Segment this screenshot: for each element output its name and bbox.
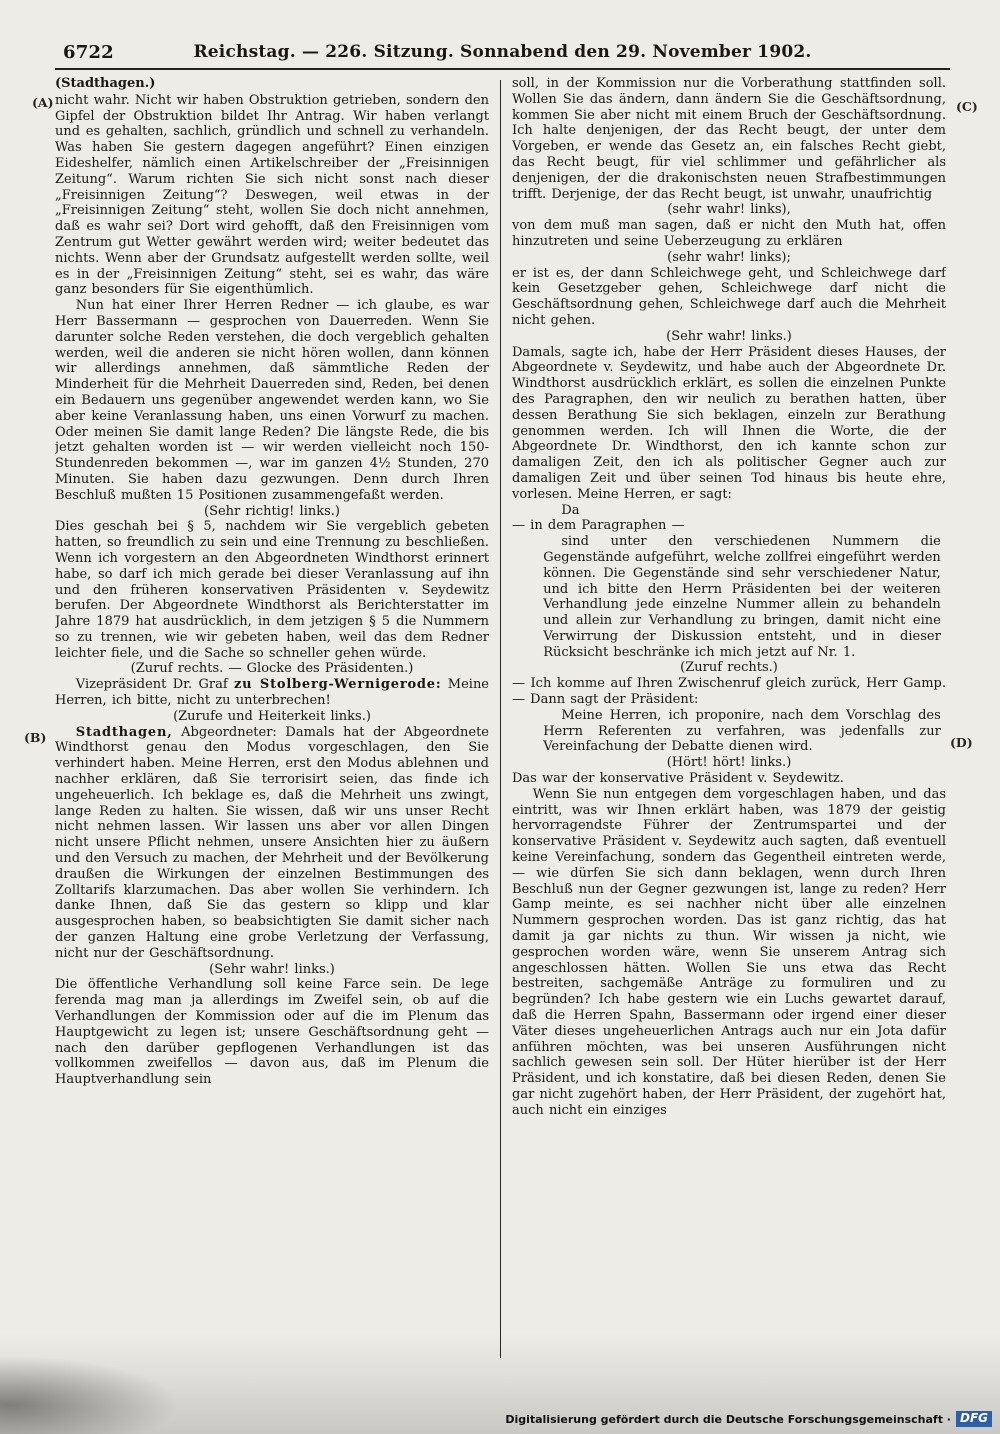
paragraph-text: soll, in der Kommission nur die Vorberathung stattfinden soll. Wollen Sie das ändern, dann ändern Sie die Geschäftsordnung, kommen Sie aber nicht mit einem Bruch der Geschäftsordnung. Ich halte denjenigen, der das Recht beugt, der unter dem Vorgeben, er wende das Gesetz an, ein falsches Recht giebt, das Recht beugt, für viel schlimmer und gefährlicher als denjenigen, der die drakonischsten neuen Strafbestimmungen trifft. Derjenige, der das Recht beugt, ist unwahr, unaufrichtig: [512, 76, 946, 202]
margin-marker-c: (C): [956, 99, 978, 114]
paragraph: [512, 76, 946, 202]
paragraph-text: Abgeordneter: Damals hat der Abgeordnete Windthorst genau den Modus vorgeschlagen, den Sie verhindert haben. Meine Herren, erst den Modus ablehnen und nachher erklären, daß Sie terrorisirt seien, das finde ich ungeheuerlich. Ich beklage es, daß die Mehrheit uns zwingt, lange Reden zu halten. Sie wissen, daß wir uns unser Recht nicht nehmen lassen. Wir lassen uns aber vor allen Dingen nicht unsere Pflicht nehmen, unsere Ansichten hier zu äußern und den Versuch zu machen, der Mehrheit und der Bevölkerung draußen die Wirkungen der einzelnen Bestimmungen des Zolltarifs klarzumachen. Das aber wollen Sie verhindern. Ich danke Ihnen, daß Sie das gestern so klipp und klar ausgesprochen haben, so beabsichtigten Sie damit sicher nach der ganzen Haltung eine grobe Verletzung der Verfassung, nicht nur der Geschäftsordnung.: [55, 724, 489, 961]
paragraph-text: (Zurufe und Heiterkeit links.): [173, 708, 371, 724]
paragraph-text: (Sehr richtig! links.): [204, 503, 340, 519]
stage-direction: [512, 660, 946, 676]
paragraph-text: Meine Herren, ich proponire, nach dem Vorschlag des Herrn Referenten zu verfahren, was jedenfalls zur Vereinfachung der Debatte dienen wird.: [543, 707, 941, 755]
stage-direction: [55, 504, 489, 520]
paragraph: [543, 708, 941, 755]
speaker-name: zu Stolberg-Wernigerode:: [234, 677, 442, 693]
paragraph-text: Die öffentliche Verhandlung soll keine Farce sein. De lege ferenda mag man ja allerdings im Zweifel sein, ob auf die Verhandlungen der Kommission oder auf die im Plenum das Hauptgewicht zu legen ist; unsere Geschäftsordnung geht — nach den darüber gepflogenen Verhandlungen ist das vollkommen zweifellos — davon aus, daß im Plenum die Hauptverhandlung sein: [55, 977, 489, 1088]
header-rule: [55, 68, 950, 70]
paragraph: [55, 677, 489, 709]
paragraph-text: Wenn Sie nun entgegen dem vorgeschlagen haben, und das eintritt, was wir Ihnen erklärt haben, was 1879 der geistig hervorragendste Führer der Zentrumspartei und der konservative Präsident v. Seydewitz auch sagten, daß eventuell keine Vereinfachung, sondern das Gegentheil eintreten werde, — wie dürfen Sie sich dann beklagen, wenn durch Ihren Beschluß nun der Gegner gezwungen ist, lange zu reden? Herr Gamp meinte, es sei nachher nicht über alle einzelnen Nummern gesprochen worden. Das ist ganz richtig, das hat damit ja gar nichts zu thun. Wir wissen ja nicht, wie gesprochen worden wäre, wenn Sie unserem Antrag sich angeschlossen hätten. Wollen Sie uns etwa das Recht bestreiten, sachgemäße Anträge zu formuliren und zu begründen? Ich habe gestern wie ein Luchs gewartet darauf, daß die Herren Spahn, Bassermann oder irgend einer dieser Väter dieses ungeheuerlichen Antrags auch nur ein Jota dafür anführen möchten, was bei unseren Ausführungen nicht sachlich gewesen sein soll. Der Hüter hierüber ist der Herr Präsident, und ich konstatire, daß bei diesen Reden, denen Sie gar nicht zugehört haben, der Herr Präsident, der zugehört hat, auch nicht ein einziges: [512, 786, 946, 1118]
left-column: [55, 76, 489, 1368]
margin-marker-a: (A): [32, 95, 54, 110]
paragraph: [512, 266, 946, 329]
text-columns: [55, 76, 947, 1368]
speaker-prefix: Vizepräsident Dr. Graf: [75, 677, 234, 693]
paragraph-text: — in dem Paragraphen —: [512, 518, 685, 534]
paragraph: [512, 787, 946, 1119]
paragraph: [55, 93, 489, 298]
paragraph-text: (Zuruf rechts. — Glocke des Präsidenten.): [130, 661, 414, 677]
paragraph-text: — Ich komme auf Ihren Zwischenruf gleich zurück, Herr Gamp. — Dann sagt der Präsident:: [512, 676, 946, 708]
stage-direction: [512, 755, 946, 771]
stage-direction: [55, 661, 489, 677]
paragraph-text: (Sehr wahr! links.): [666, 328, 792, 344]
page-number: 6722: [63, 42, 114, 63]
paragraph: [512, 518, 946, 534]
stage-direction: [55, 709, 489, 725]
paragraph-text: Damals, sagte ich, habe der Herr Präsident dieses Hauses, der Abgeordnete v. Seydewitz, und habe auch der Abgeordnete Dr. Windthorst ausdrücklich erklärt, es sollen die einzelnen Punkte des Paragraphen, den wir neulich zu berathen hatten, über dessen Berathung Sie sich beklagen, einzeln zur Berathung genommen werden. Ich will Ihnen die Worte, die der Abgeordnete Dr. Windthorst, den ich kannte schon zur damaligen Zeit, den ich als politischer Gegner auch zur damaligen Zeit und über seinen Tod hinaus bis heute ehre, vorlesen. Meine Herren, er sagt:: [512, 344, 946, 502]
stage-direction: [512, 202, 946, 218]
paragraph: [55, 977, 489, 1088]
paragraph: [512, 345, 946, 503]
paragraph-text: (Zuruf rechts.): [680, 660, 778, 676]
paragraph: [512, 218, 946, 250]
paragraph-text: Nun hat einer Ihrer Herren Redner — ich glaube, es war Herr Bassermann — gesprochen von Dauerreden. Wenn Sie darunter solche Reden verstehen, die doch vergeblich gehalten werden, weil die anderen sie nicht hören wollen, dann können wir allerdings annehmen, daß sämmtliche Reden der Minderheit für die Mehrheit Dauerreden sind, Reden, bei denen ein Bedauern uns gegenüber angewendet werden kann, wo Sie aber keine Veranlassung haben, uns einen Vorwurf zu machen. Oder meinen Sie damit lange Reden? Die längste Rede, die bis jetzt gehalten worden ist — wir werden vielleicht noch 150-Stundenreden bekommen —, war im ganzen 4½ Stunden, 270 Minuten. Sie haben dazu gezwungen. Denn durch Ihren Beschluß mußten 15 Positionen zusammengefaßt werden.: [55, 298, 489, 503]
paragraph-text: von dem muß man sagen, daß er nicht den Muth hat, offen hinzutreten und seine Ueberzeugung zu erklären: [512, 218, 946, 249]
paragraph-text: Das war der konservative Präsident v. Seydewitz.: [512, 771, 844, 787]
paragraph-text: Da: [561, 502, 580, 518]
footer: [505, 1411, 992, 1427]
continuation-marker: (Stadthagen.): [55, 76, 156, 91]
margin-marker-b: (B): [24, 730, 47, 745]
page-title: Reichstag. — 226. Sitzung. Sonnabend den 29. November 1902.: [193, 42, 812, 62]
paragraph-text: nicht wahr. Nicht wir haben Obstruktion getrieben, sondern den Gipfel der Obstruktion bildet Ihr Antrag. Wir haben verlangt und es gehalten, sachlich, gründlich und schnell zu verhandeln. Was haben Sie gestern dagegen angeführt? Einen einzigen Eideshelfer, nämlich einen Artikelschreiber der „Freisinnigen Zeitung“. Warum richten Sie sich nicht sonst nach dieser „Freisinnigen Zeitung“? Deswegen, weil etwas in der „Freisinnigen Zeitung“ steht, wollen Sie doch nicht annehmen, daß es wahr sei? Dort wird gehofft, daß den Freisinnigen vom Zentrum gut Wetter gewährt werden wird; weiter bedeutet das nichts. Wenn aber der Grundsatz aufgestellt werden sollte, weil es in der „Freisinnigen Zeitung“ steht, sei es wahr, das wäre ganz besonders für Sie eigenthümlich.: [55, 92, 489, 298]
stage-direction: [512, 329, 946, 345]
paragraph: [543, 534, 941, 660]
paragraph-text: (sehr wahr! links);: [667, 249, 791, 265]
paragraph: [543, 503, 941, 519]
paragraph: [55, 298, 489, 503]
paragraph: [512, 771, 946, 787]
stage-direction: [512, 250, 946, 266]
digitization-credit: Digitalisierung gefördert durch die Deutsche Forschungsgemeinschaft ·: [505, 1412, 951, 1426]
stage-direction: [55, 962, 489, 978]
page-header: [55, 42, 950, 64]
speaker-name: Stadthagen,: [75, 724, 173, 740]
paragraph-text: er ist es, der dann Schleichwege geht, und Schleichwege darf kein Gesetzgeber gehen, Schleichwege darf nicht die Geschäftsordnung gehen, Schleichwege darf auch die Mehrheit nicht gehen.: [512, 265, 946, 328]
paragraph-text: Meine Herren, ich bitte, nicht zu unterbrechen!: [55, 677, 489, 709]
paragraph-text: (sehr wahr! links),: [667, 202, 791, 218]
dfg-logo: DFG: [956, 1411, 992, 1427]
paragraph-text: Dies geschah bei § 5, nachdem wir Sie vergeblich gebeten hatten, so freundlich zu sein und eine Trennung zu beschließen. Wenn ich vorgestern an den Abgeordneten Windthorst erinnert habe, so darf ich mich gerade bei dieser Veranlassung auf ihn und den früheren konservativen Präsidenten v. Seydewitz berufen. Der Abgeordnete Windthorst als Berichterstatter im Jahre 1879 hat ausdrücklich, in dem jetzigen § 5 die Nummern so zu trennen, wie wir gebeten haben, weil das dem Redner leichter fiele, und die Sache so schneller gehen würde.: [55, 519, 489, 661]
margin-marker-d: (D): [950, 735, 973, 750]
paragraph: [512, 676, 946, 708]
paragraph-text: (Hört! hört! links.): [666, 755, 792, 771]
paragraph: [55, 519, 489, 661]
paragraph-text: sind unter den verschiedenen Nummern die Gegenstände aufgeführt, welche zollfrei eingeführt werden können. Die Gegenstände sind sehr verschiedener Natur, und ich bitte den Herrn Präsidenten bei der weiteren Verhandlung jede einzelne Nummer allein zu behandeln und allein zur Verhandlung zu bringen, damit nicht eine Verwirrung der Diskussion entsteht, und in dieser Rücksicht beschränke ich mich jetzt auf Nr. 1.: [543, 534, 941, 660]
right-column: [512, 76, 946, 1368]
paragraph: [55, 725, 489, 962]
paragraph-text: (Sehr wahr! links.): [209, 961, 335, 977]
column-divider: [500, 80, 501, 1358]
